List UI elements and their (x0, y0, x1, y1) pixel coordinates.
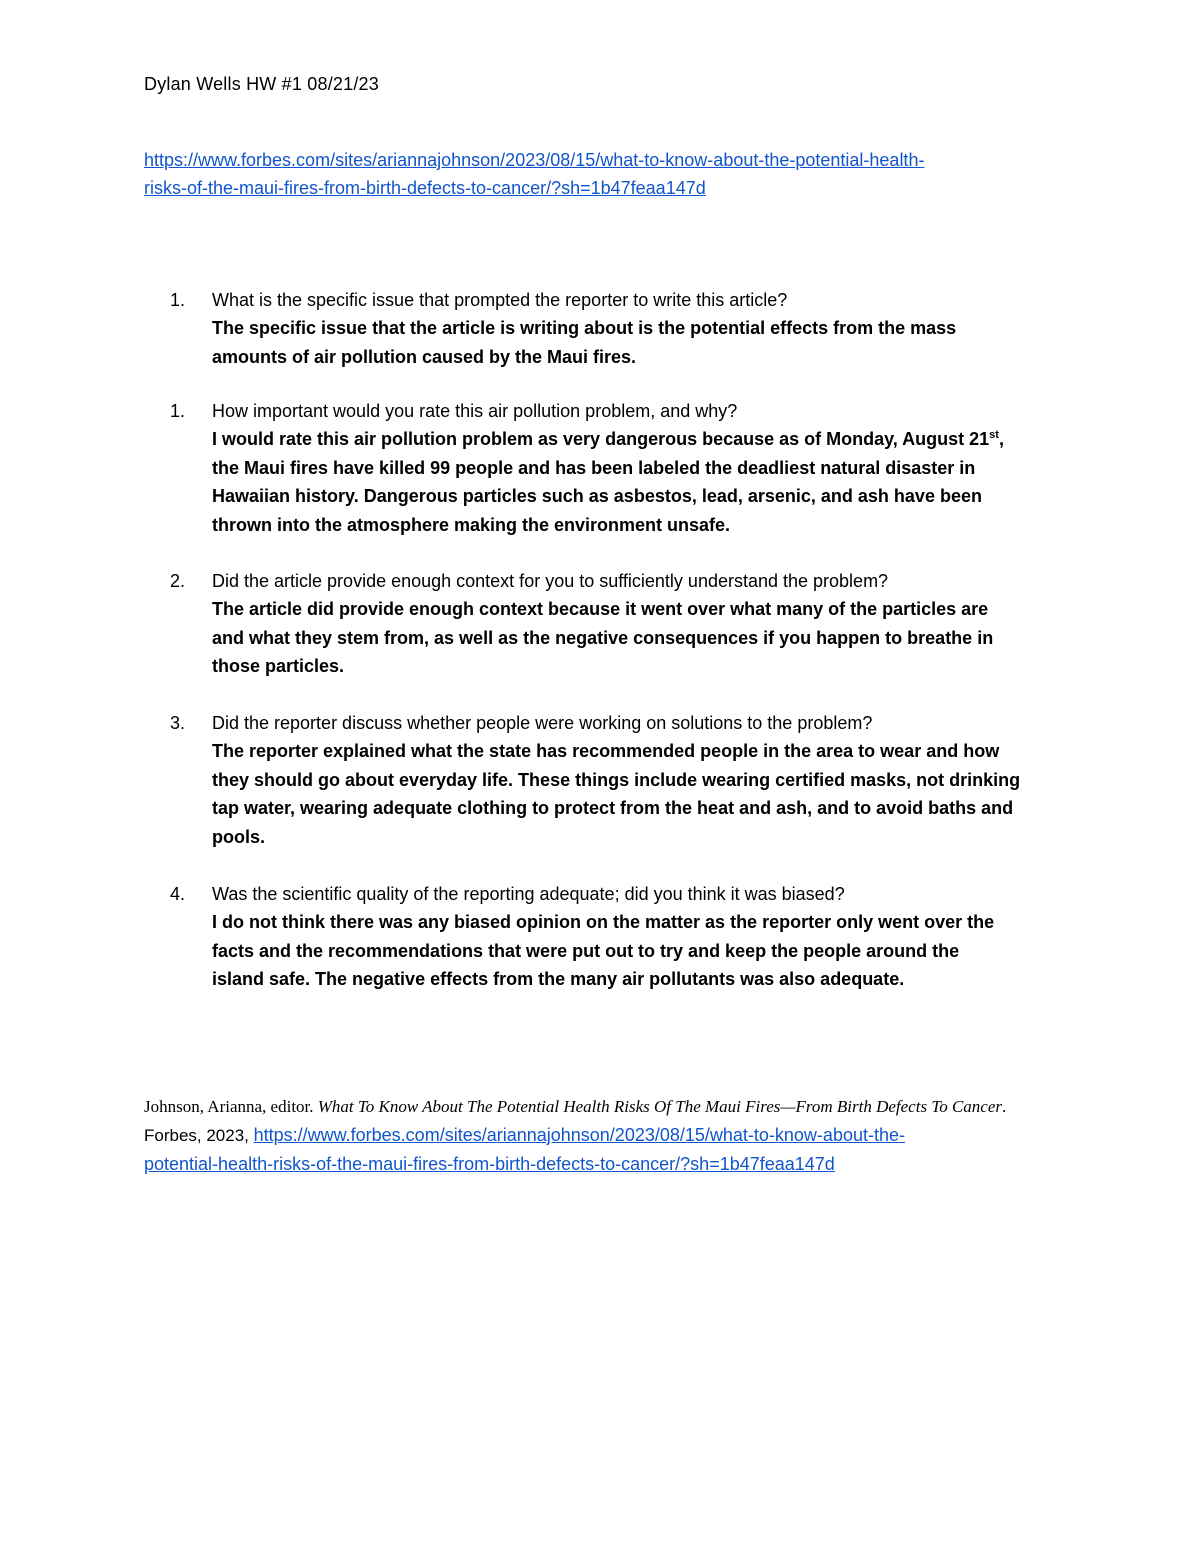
question-text: Did the article provide enough context for you to sufficiently understand the problem? (212, 571, 889, 591)
question-item (170, 397, 1070, 539)
answer-line (212, 425, 1070, 454)
answer-line: Hawaiian history. Dangerous particles such as asbestos, lead, arsenic, and ash have been (212, 486, 982, 506)
superscript: st (989, 429, 999, 441)
answer-line: The article did provide enough context because it went over what many of the particles are (212, 599, 989, 619)
citation-author: Johnson, Arianna, editor. (144, 1097, 318, 1116)
answer-line: and what they stem from, as well as the negative consequences if you happen to breathe in (212, 627, 994, 648)
answer-line: they should go about everyday life. These things include wearing certified masks, not drinking (212, 769, 1021, 790)
answer-text (212, 737, 1070, 851)
list-number: 1. (170, 401, 186, 421)
answer-line: The reporter explained what the state has recommended people in the area to wear and how (212, 741, 1000, 761)
question-item (170, 286, 1070, 371)
source-link[interactable] (144, 146, 1084, 202)
answer-line-part: , (998, 429, 1004, 449)
list-number: 1. (170, 290, 186, 310)
citation-line-1 (144, 1093, 1084, 1121)
citation-period: . (1002, 1097, 1007, 1116)
list-number: 2. (170, 571, 186, 591)
citation-line-2 (144, 1121, 1084, 1150)
answer-line: island safe. The negative effects from the many air pollutants was also adequate. (212, 969, 905, 989)
citation-line-3 (144, 1150, 1084, 1179)
source-link-line-2[interactable]: risks-of-the-maui-fires-from-birth-defects-to-cancer/?sh=1b47feaa147d (144, 178, 706, 198)
list-number: 4. (170, 884, 186, 904)
question-text: Did the reporter discuss whether people were working on solutions to the problem? (212, 713, 873, 733)
citation-link[interactable]: potential-health-risks-of-the-maui-fires-from-birth-defects-to-cancer/?sh=1b47feaa147d (144, 1154, 835, 1174)
question-item (170, 880, 1070, 994)
answer-text (212, 595, 1070, 681)
question-item (170, 567, 1070, 681)
answer-text (212, 908, 1070, 994)
citation (144, 1093, 1084, 1179)
answer-line-part: I would rate this air pollution problem as very dangerous because as of Monday, August 21 (212, 429, 990, 449)
question-text: Was the scientific quality of the reporting adequate; did you think it was biased? (212, 884, 845, 904)
answer-line: pools. (212, 826, 265, 847)
answer-text (212, 425, 1070, 539)
answer-line: facts and the recommendations that were put out to try and keep the people around the (212, 940, 960, 961)
answer-line: thrown into the atmosphere making the environment unsafe. (212, 514, 731, 535)
answer-line: the Maui fires have killed 99 people and has been labeled the deadliest natural disaster in (212, 457, 976, 478)
answer-line: The specific issue that the article is writing about is the potential effects from the mass (212, 318, 957, 338)
document-header: Dylan Wells HW #1 08/21/23 (144, 74, 379, 94)
answer-line: I do not think there was any biased opinion on the matter as the reporter only went over the (212, 912, 995, 932)
citation-link[interactable]: https://www.forbes.com/sites/ariannajohnson/2023/08/15/what-to-know-about-the- (253, 1125, 905, 1145)
answer-line: amounts of air pollution caused by the Maui fires. (212, 346, 637, 367)
question-text: What is the specific issue that prompted the reporter to write this article? (212, 290, 788, 310)
question-text: How important would you rate this air pollution problem, and why? (212, 401, 738, 421)
answer-line: tap water, wearing adequate clothing to protect from the heat and ash, and to avoid baths and (212, 798, 1014, 818)
citation-publisher: Forbes, 2023, (144, 1126, 254, 1145)
answer-line: those particles. (212, 656, 345, 676)
answer-text (212, 314, 1070, 371)
source-link-line-1[interactable]: https://www.forbes.com/sites/ariannajohnson/2023/08/15/what-to-know-about-the-potential-health- (144, 150, 925, 170)
question-item (170, 709, 1070, 851)
citation-title: What To Know About The Potential Health Risks Of The Maui Fires—From Birth Defects To Cancer (317, 1097, 1003, 1116)
list-number: 3. (170, 713, 186, 733)
